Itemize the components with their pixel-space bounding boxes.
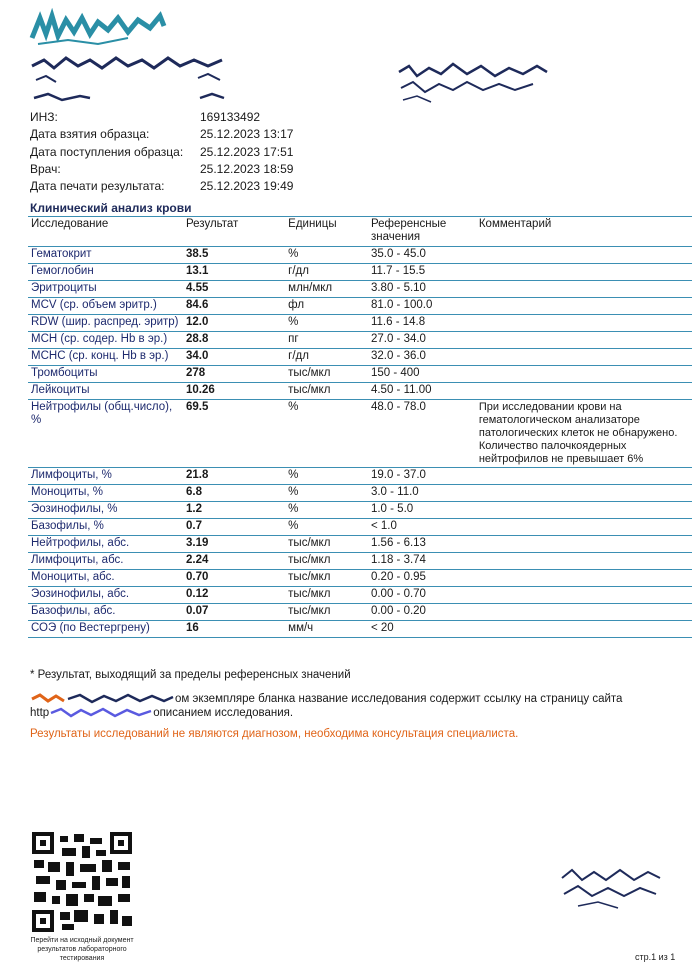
reference-cell: 3.0 - 11.0 xyxy=(370,486,419,498)
comment-cell xyxy=(476,604,692,621)
table-row xyxy=(28,519,692,536)
redacted-notice-start xyxy=(30,693,175,705)
info-label: ИНЗ: xyxy=(30,110,58,124)
page-number: стр.1 из 1 xyxy=(635,952,676,962)
table-row xyxy=(28,570,692,587)
test-name-cell[interactable]: MCHC (ср. конц. Hb в эр.) xyxy=(31,350,169,362)
test-name-cell[interactable]: Гематокрит xyxy=(31,248,92,260)
col-test-header: Исследование xyxy=(28,217,183,247)
units-cell: тыс/мкл xyxy=(288,367,331,379)
comment-cell xyxy=(476,281,692,298)
test-name-cell[interactable]: Нейтрофилы, абс. xyxy=(31,537,130,549)
units-cell: % xyxy=(288,248,299,260)
reference-cell: 0.00 - 0.20 xyxy=(370,605,426,617)
disclaimer: Результаты исследований не являются диагнозом, необходима консультация специалиста. xyxy=(30,728,519,740)
result-cell: 0.70 xyxy=(186,571,209,583)
table-row xyxy=(28,332,692,349)
comment-cell xyxy=(476,366,692,383)
result-cell: 278 xyxy=(186,367,206,379)
info-label: Врач: xyxy=(30,162,61,176)
reference-cell: 27.0 - 34.0 xyxy=(370,333,426,345)
comment-cell xyxy=(476,247,692,264)
qr-code[interactable] xyxy=(32,832,132,932)
comment-cell xyxy=(476,570,692,587)
col-comment-header: Комментарий xyxy=(476,217,692,247)
footnote: * Результат, выходящий за пределы референсных значений xyxy=(30,669,351,681)
test-name-cell[interactable]: Моноциты, % xyxy=(31,486,104,498)
units-cell: г/дл xyxy=(288,350,309,362)
units-cell: мм/ч xyxy=(288,622,314,634)
test-name-cell[interactable]: Эозинофилы, % xyxy=(31,503,118,515)
comment-cell xyxy=(476,264,692,281)
units-cell: г/дл xyxy=(288,265,309,277)
units-cell: % xyxy=(288,486,299,498)
comment-cell xyxy=(476,383,692,400)
reference-cell: 0.20 - 0.95 xyxy=(370,571,426,583)
info-value: 169133492 xyxy=(200,110,261,124)
comment-cell xyxy=(476,536,692,553)
notice-prefix-2: http xyxy=(30,707,50,720)
table-row xyxy=(28,604,692,621)
reference-cell: 11.6 - 14.8 xyxy=(370,316,426,328)
units-cell: фл xyxy=(288,299,305,311)
redacted-url xyxy=(49,707,153,719)
info-label: Дата печати результата: xyxy=(30,179,165,193)
test-name-cell[interactable]: RDW (шир. распред. эритр) xyxy=(31,316,179,328)
result-cell: 21.8 xyxy=(186,469,209,481)
comment-cell xyxy=(476,468,692,485)
reference-cell: 0.00 - 0.70 xyxy=(370,588,426,600)
result-cell: 1.2 xyxy=(186,503,202,515)
result-cell: 28.8 xyxy=(186,333,209,345)
units-cell: % xyxy=(288,503,299,515)
redacted-patient-block xyxy=(395,58,550,108)
section-title: Клинический анализ крови xyxy=(30,201,192,215)
reference-cell: 19.0 - 37.0 xyxy=(370,469,426,481)
info-label: Дата поступления образца: xyxy=(30,145,184,159)
col-units-header: Единицы xyxy=(285,217,368,247)
qr-caption: Перейти на исходный документ результатов лабораторного тестирования xyxy=(30,937,134,962)
test-name-cell[interactable]: Лимфоциты, абс. xyxy=(31,554,124,566)
units-cell: % xyxy=(288,316,299,328)
reference-cell: 48.0 - 78.0 xyxy=(370,401,426,413)
test-name-cell[interactable]: Эозинофилы, абс. xyxy=(31,588,130,600)
info-value: 25.12.2023 13:17 xyxy=(200,127,294,141)
test-name-cell[interactable]: Эритроциты xyxy=(31,282,97,294)
units-cell: тыс/мкл xyxy=(288,554,331,566)
test-name-cell[interactable]: Базофилы, % xyxy=(31,520,104,532)
reference-cell: 1.56 - 6.13 xyxy=(370,537,426,549)
notice-text-line2 xyxy=(30,707,670,719)
table-row xyxy=(28,400,692,468)
table-row xyxy=(28,536,692,553)
table-row xyxy=(28,247,692,264)
table-row xyxy=(28,298,692,315)
table-row xyxy=(28,485,692,502)
comment-cell xyxy=(476,519,692,536)
comment-cell xyxy=(476,553,692,570)
table-row xyxy=(28,349,692,366)
units-cell: тыс/мкл xyxy=(288,537,331,549)
result-cell: 2.24 xyxy=(186,554,209,566)
result-cell: 38.5 xyxy=(186,248,209,260)
table-row xyxy=(28,264,692,281)
table-row xyxy=(28,383,692,400)
reference-cell: 32.0 - 36.0 xyxy=(370,350,426,362)
reference-cell: 11.7 - 15.5 xyxy=(370,265,426,277)
result-cell: 3.19 xyxy=(186,537,209,549)
test-name-cell[interactable]: MCV (ср. объем эритр.) xyxy=(31,299,157,311)
result-cell: 69.5 xyxy=(186,401,209,413)
result-cell: 34.0 xyxy=(186,350,209,362)
table-row xyxy=(28,553,692,570)
comment-cell xyxy=(476,315,692,332)
info-value: 25.12.2023 18:59 xyxy=(200,162,294,176)
result-cell: 16 xyxy=(186,622,199,634)
reference-cell: 4.50 - 11.00 xyxy=(370,384,432,396)
table-row xyxy=(28,315,692,332)
reference-cell: < 20 xyxy=(370,622,394,634)
redacted-logo xyxy=(28,8,168,48)
table-row xyxy=(28,621,692,638)
notice-fragment-2: описанием исследования. xyxy=(153,707,294,720)
reference-cell: 3.80 - 5.10 xyxy=(370,282,426,294)
table-row xyxy=(28,502,692,519)
reference-cell: 150 - 400 xyxy=(370,367,420,379)
result-cell: 10.26 xyxy=(186,384,215,396)
units-cell: % xyxy=(288,469,299,481)
test-name-cell[interactable]: Базофилы, абс. xyxy=(31,605,116,617)
table-row xyxy=(28,366,692,383)
test-name-cell[interactable]: Нейтрофилы (общ.число), % xyxy=(31,401,173,426)
result-cell: 13.1 xyxy=(186,265,209,277)
units-cell: тыс/мкл xyxy=(288,605,331,617)
notice-text xyxy=(30,693,670,705)
test-name-cell[interactable]: MCH (ср. содер. Hb в эр.) xyxy=(31,333,168,345)
test-name-cell[interactable]: Гемоглобин xyxy=(31,265,94,277)
result-cell: 0.7 xyxy=(186,520,202,532)
results-table xyxy=(28,216,692,638)
test-name-cell[interactable]: Лимфоциты, % xyxy=(31,469,112,481)
reference-cell: 81.0 - 100.0 xyxy=(370,299,433,311)
units-cell: пг xyxy=(288,333,299,345)
info-value: 25.12.2023 17:51 xyxy=(200,145,294,159)
notice-fragment-1: ом экземпляре бланка название исследования содержит ссылку на страницу сайта xyxy=(175,693,623,706)
reference-cell: 1.0 - 5.0 xyxy=(370,503,414,515)
result-cell: 84.6 xyxy=(186,299,209,311)
comment-cell: При исследовании крови на гематологическом анализаторе патологических клеток не обнаружено. Количество палочкоядерных нейтрофилов не превышает 6% xyxy=(478,401,678,465)
test-name-cell[interactable]: Лейкоциты xyxy=(31,384,90,396)
units-cell: % xyxy=(288,401,299,413)
table-header-row xyxy=(28,217,692,247)
info-label: Дата взятия образца: xyxy=(30,127,150,141)
comment-cell xyxy=(476,298,692,315)
table-row xyxy=(28,587,692,604)
test-name-cell[interactable]: Моноциты, абс. xyxy=(31,571,115,583)
comment-cell xyxy=(476,587,692,604)
units-cell: тыс/мкл xyxy=(288,384,331,396)
comment-cell xyxy=(476,621,692,638)
table-row xyxy=(28,468,692,485)
table-row xyxy=(28,281,692,298)
info-value: 25.12.2023 19:49 xyxy=(200,179,294,193)
result-cell: 6.8 xyxy=(186,486,202,498)
test-name-cell[interactable]: Тромбоциты xyxy=(31,367,98,379)
comment-cell xyxy=(476,332,692,349)
redacted-lab-name xyxy=(30,52,225,108)
comment-cell xyxy=(476,502,692,519)
comment-cell xyxy=(476,485,692,502)
result-cell: 12.0 xyxy=(186,316,209,328)
redacted-signature xyxy=(558,862,663,912)
comment-cell xyxy=(476,349,692,366)
reference-cell: 1.18 - 3.74 xyxy=(370,554,426,566)
units-cell: млн/мкл xyxy=(288,282,333,294)
col-result-header: Результат xyxy=(183,217,285,247)
units-cell: тыс/мкл xyxy=(288,571,331,583)
units-cell: тыс/мкл xyxy=(288,588,331,600)
units-cell: % xyxy=(288,520,299,532)
result-cell: 0.12 xyxy=(186,588,209,600)
col-reference-header: Референсные значения xyxy=(368,217,476,247)
reference-cell: < 1.0 xyxy=(370,520,397,532)
reference-cell: 35.0 - 45.0 xyxy=(370,248,426,260)
result-cell: 4.55 xyxy=(186,282,209,294)
result-cell: 0.07 xyxy=(186,605,209,617)
test-name-cell[interactable]: СОЭ (по Вестергрену) xyxy=(31,622,150,634)
